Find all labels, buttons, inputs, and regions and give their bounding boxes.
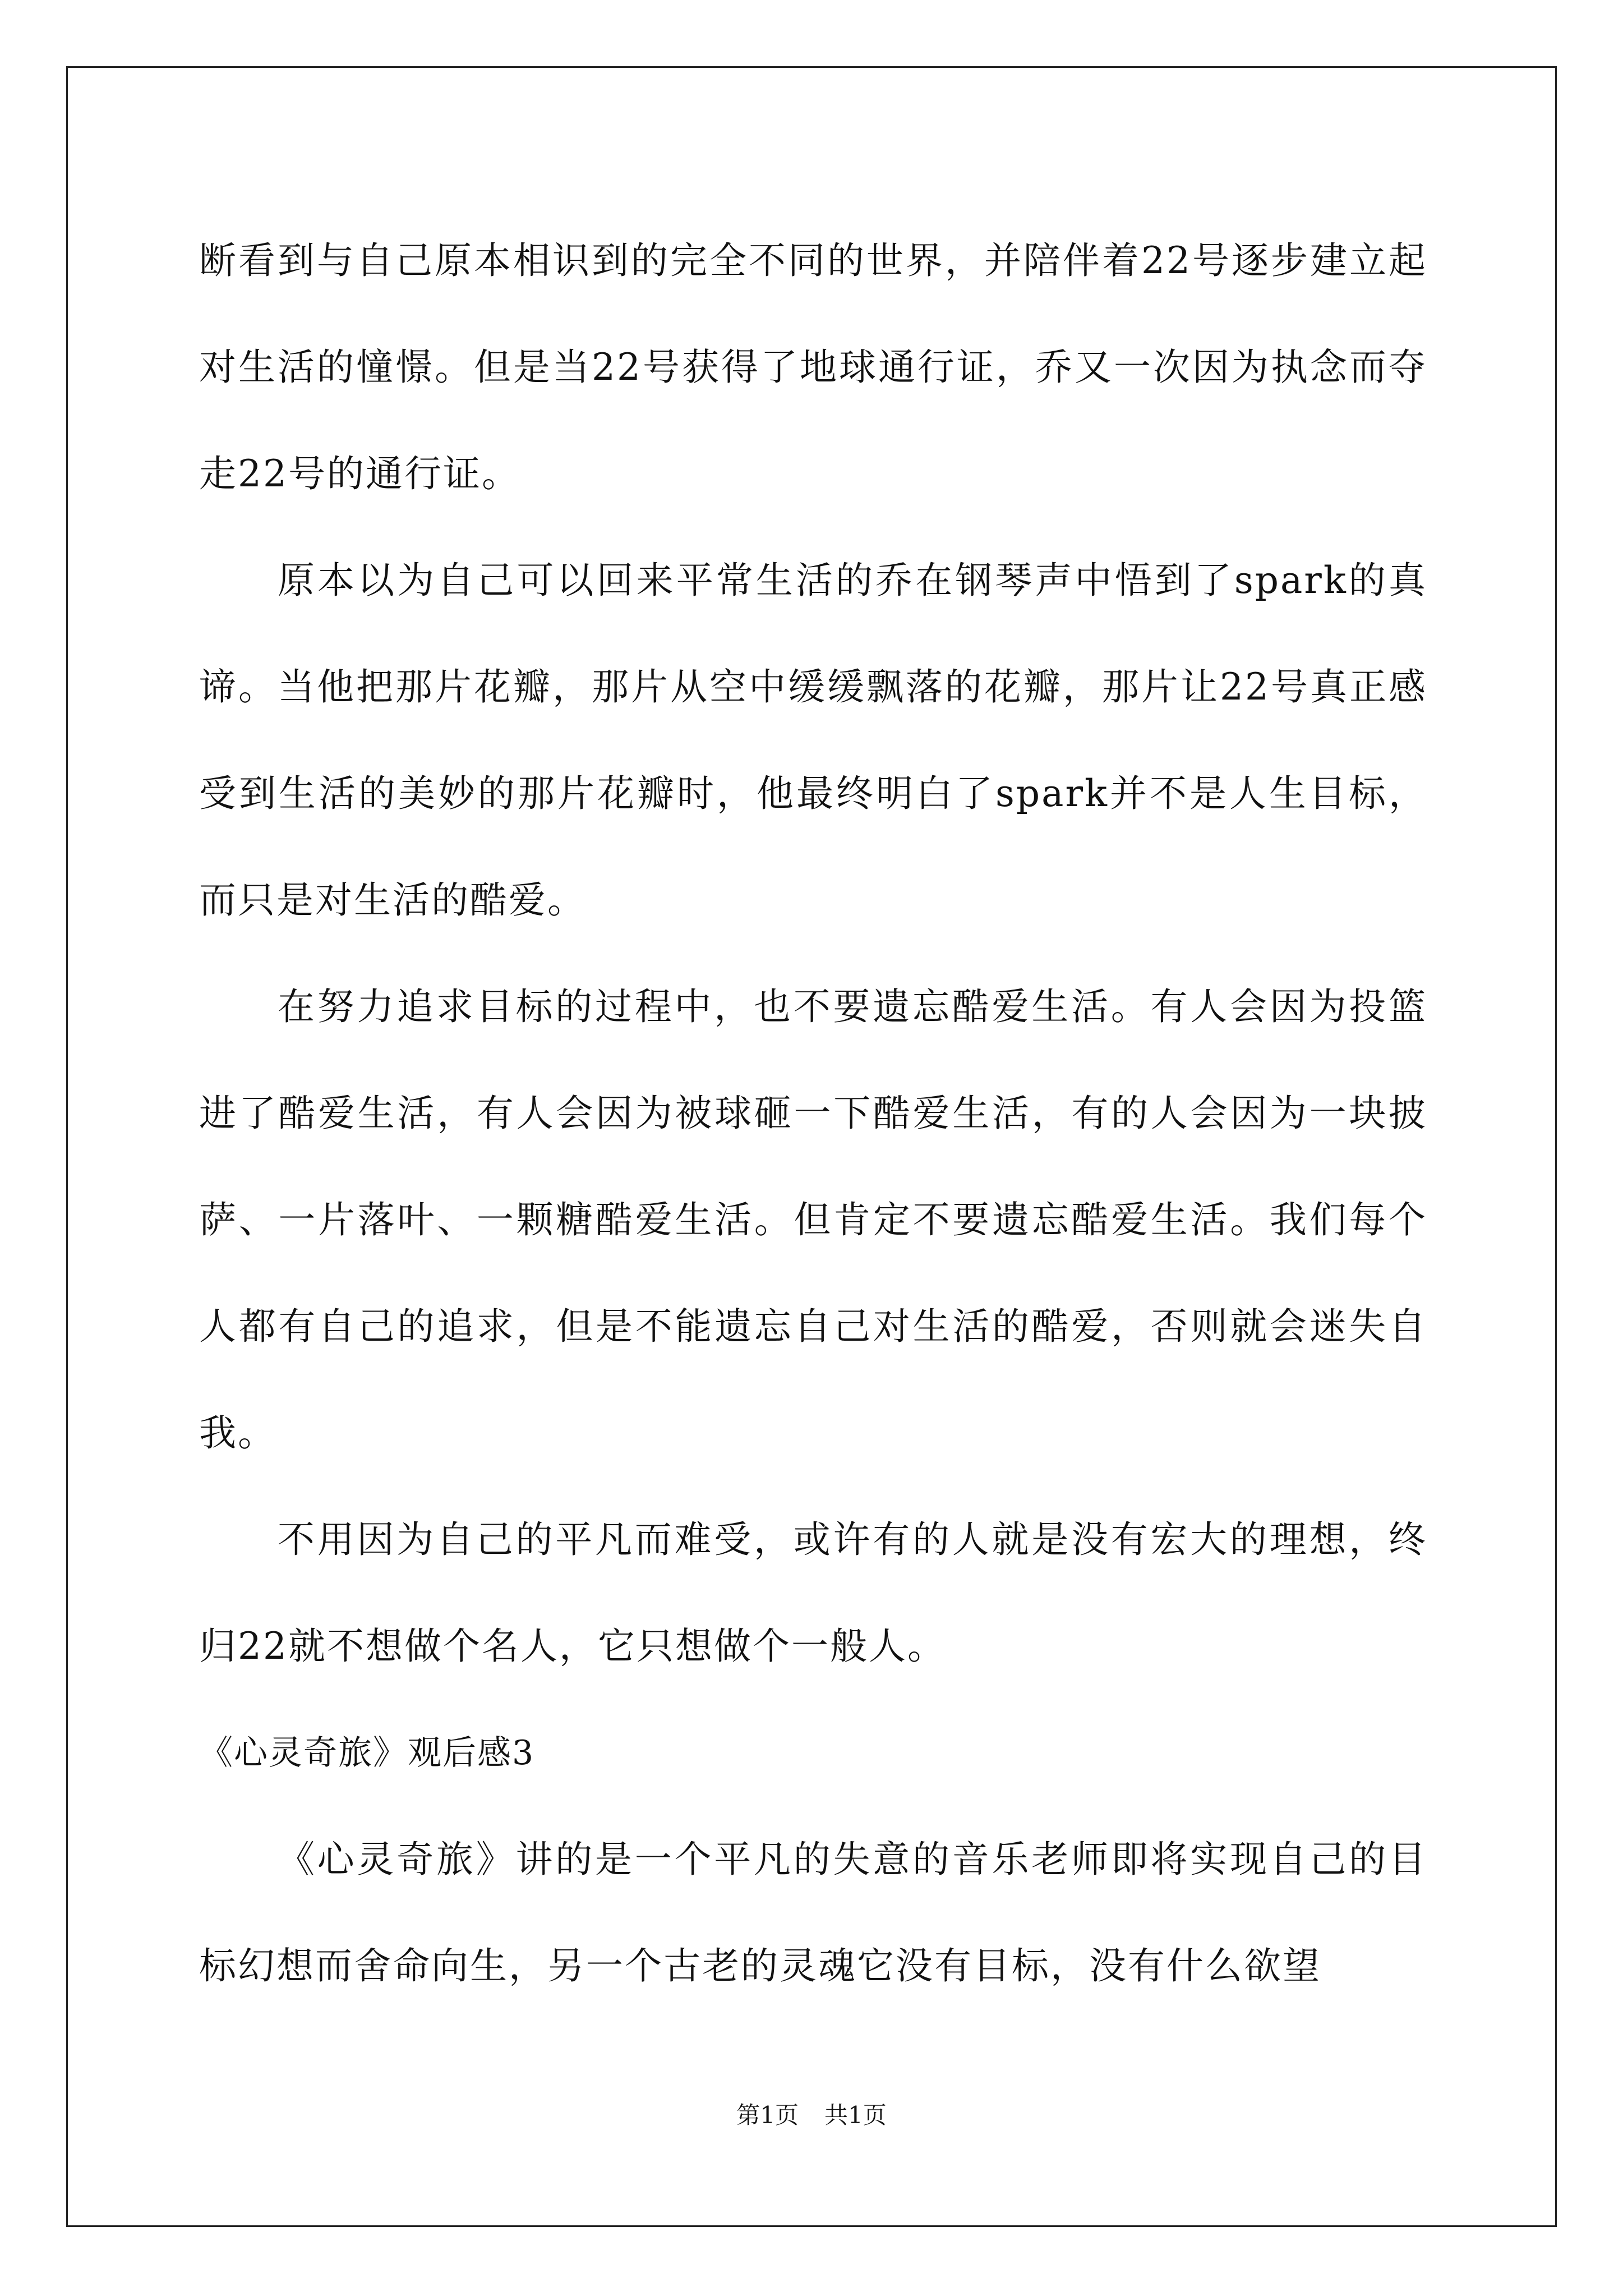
- paragraph-1: 断看到与自己原本相识到的完全不同的世界，并陪伴着22号逐步建立起对生活的憧憬。但是当22号获得了地球通行证，乔又一次因为执念而夺走22号的通行证。: [199, 239, 1427, 495]
- page-total: 共1页: [824, 2101, 887, 2129]
- paragraph-3: 在努力追求目标的过程中，也不要遗忘酷爱生活。有人会因为投篮进了酷爱生活，有人会因为被球砸一下酷爱生活，有的人会因为一块披萨、一片落叶、一颗糖酷爱生活。但肯定不要遗忘酷爱生活。我们每个人都有自己的追求，但是不能遗忘自己对生活的酷爱，否则就会迷失自我。: [199, 985, 1427, 1455]
- page-number: 第1页: [736, 2101, 799, 2129]
- section-paragraph: 《心灵奇旅》讲的是一个平凡的失意的音乐老师即将实现自己的目标幻想而舍命向生，另一个古老的灵魂它没有目标，没有什么欲望: [199, 1838, 1427, 1987]
- section-title: 《心灵奇旅》观后感3: [199, 1733, 535, 1773]
- document-body: [199, 208, 1427, 2019]
- paragraph-4: 不用因为自己的平凡而难受，或许有的人就是没有宏大的理想，终归22就不想做个名人，它只想做个一般人。: [199, 1518, 1427, 1668]
- page-footer: [0, 2097, 1623, 2131]
- paragraph-2: 原本以为自己可以回来平常生活的乔在钢琴声中悟到了spark的真谛。当他把那片花瓣，那片从空中缓缓飘落的花瓣，那片让22号真正感受到生活的美妙的那片花瓣时，他最终明白了spark并不是人生目标，而只是对生活的酷爱。: [199, 559, 1427, 922]
